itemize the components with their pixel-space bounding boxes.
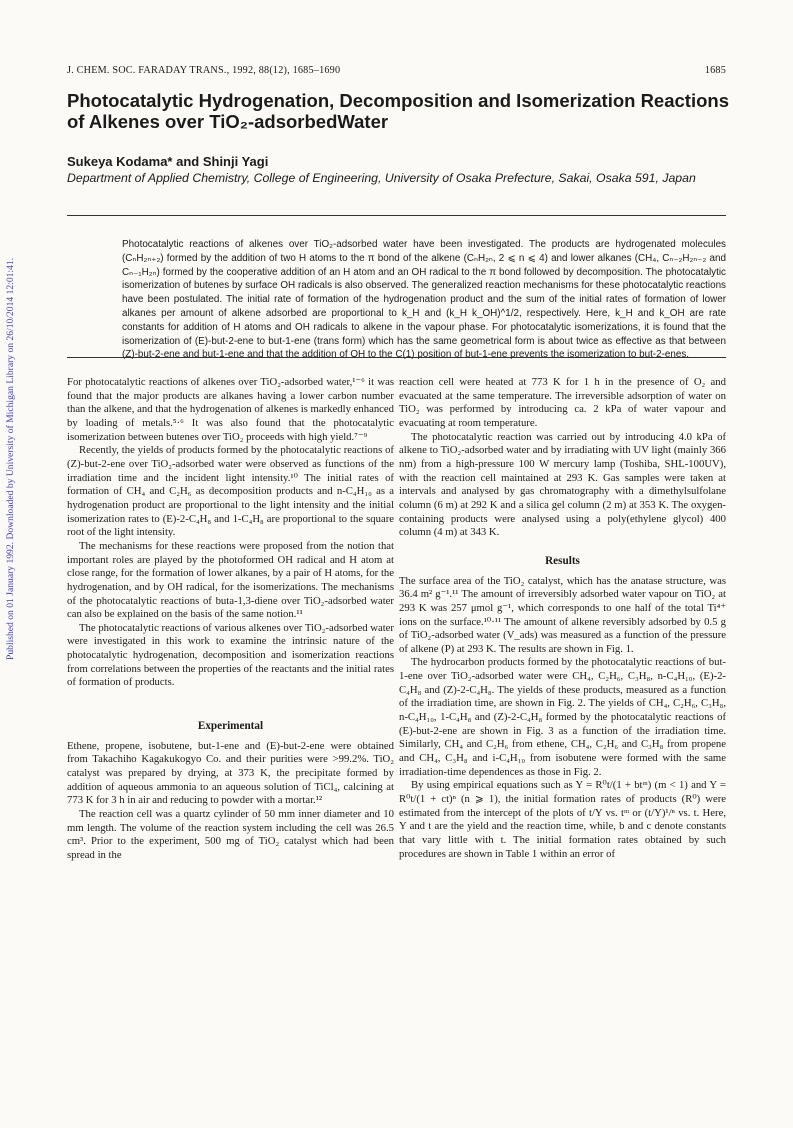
paragraph: Recently, the yields of products formed by the photocatalytic reactions of (Z)-but-2-ene over TiO₂-adsorbed water were observed as functions of the irradiation time and the incident light intensity.¹⁰ The initial rates of formation of CH₄ and C₂H₆ as decomposition products and n-C₄H₁₀ as a hydrogenation product are proportional to the light intensity and the initial isomerization rates to (E)-2-C₄H₈ and 1-C₄H₈ are proportional to the square root of the light intensity.: [67, 444, 394, 539]
paragraph: The photocatalytic reaction was carried out by introducing 4.0 kPa of alkene to TiO₂-adsorbed water and by irradiating with UV light (mainly 366 nm) from a high-pressure 100 W mercury lamp (Toshiba, SHL-100UV), with the reaction cell maintained at 293 K. Gas samples were taken at intervals and analysed by gas chromatography with a dimethylsulfolane column (6 m) at 292 K and a silica gel column (2 m) at 353 K. The oxygen-containing products were analysed using a poly(ethylene glycol) 400 column (4 m) at 343 K.: [399, 430, 726, 539]
download-notice: Published on 01 January 1992. Downloaded by University of Michigan Library on 26/10/2014 12:01:41.: [5, 257, 16, 660]
abstract: [122, 238, 726, 362]
paragraph: The reaction cell was a quartz cylinder of 50 mm inner diameter and 10 mm length. The volume of the reaction system including the cell was 26.5 cm³. Prior to the experiment, 500 mg of TiO₂ catalyst which had been spread in the: [67, 808, 394, 861]
paragraph: reaction cell were heated at 773 K for 1 h in the presence of O₂ and evacuated at the same temperature. The irreversible adsorption of water on TiO₂ was performed by introducing ca. 2 kPa of water vapour and evacuating at room temperature.: [399, 376, 726, 429]
section-heading-results: Results: [545, 554, 580, 567]
abstract-text: Photocatalytic reactions of alkenes over TiO₂-adsorbed water have been investigated. The products are hydrogenated molecules (CₙH₂ₙ₊₂) formed by the addition of two H atoms to the π bond of the alkene (CₙH₂ₙ, 2 ⩽ n ⩽ 4) and lower alkanes (CH₄, Cₙ₋₂H₂ₙ₋₂ and Cₙ₋₁H₂ₙ) formed by the cooperative addition of an H atom and an OH radical to the π bond followed by decomposition. The photocatalytic isomerization of butenes by surface OH radicals is also observed. The generalized reaction mechanisms for these photocatalytic reactions have been postulated. The initial rate of formation of the hydrogenation product and the sum of the initial rates of formation of lower alkanes per amount of alkene adsorbed are proportional to k_H and (k_H k_OH)^1/2, respectively. Here, k_H and k_OH are rate constants for addition of H atoms and OH radicals to alkene in the vapour phase. For photocatalytic isomerizations, it is found that the isomerization of (E)-but-2-ene to but-1-ene (trans form) which has the same geometrical form is about twice as effective as that between (Z)-but-2-ene and but-1-ene and that the addition of OH to the C(1) position of but-1-ene prevents the isomerization to but-2-enes.: [122, 239, 726, 361]
divider-top: [67, 215, 726, 216]
paragraph: The mechanisms for these reactions were proposed from the notion that important roles are played by the photoformed OH radical and H atom at close range, for the formation of lower alkanes, by a pair of H atoms, for the hydrogenation, and by OH radical, for the isomerizations. The mechanisms of the photocatalytic reactions of buta-1,3-diene over TiO₂-adsorbed water can also be explained on the basis of the same notion.¹¹: [67, 539, 394, 621]
left-column: [67, 376, 394, 863]
divider-bottom: [67, 357, 726, 358]
section-heading-experimental: Experimental: [197, 720, 264, 733]
page-number: 1685: [704, 65, 726, 76]
right-column: [399, 376, 726, 861]
paragraph: The surface area of the TiO₂ catalyst, which has the anatase structure, was 36.4 m² g⁻¹.¹¹ The amount of irreversibly adsorbed water vapour on TiO₂ at 293 K was 257 μmol g⁻¹, which corresponds to one half of the total Ti⁴⁺ ions on the surface.¹⁰·¹¹ The amount of alkene reversibly adsorbed by 0.5 g of TiO₂-adsorbed water (V_ads) was measured as a function of the pressure of alkene (P) at 293 K. The results are shown in Fig. 1.: [399, 574, 726, 655]
affiliation: Department of Applied Chemistry, College of Engineering, University of Osaka Prefecture, Sakai, Osaka 591, Japan: [67, 171, 696, 185]
paragraph: For photocatalytic reactions of alkenes over TiO₂-adsorbed water,¹⁻⁶ it was found that the major products are alkanes having a lower carbon number than the alkene, and that the hydrogenation of alkenes is markedly enhanced by loading of metals.⁵·⁶ It was also found that the photocatalytic isomerization between butenes over TiO₂ proceeds with high yield.⁷⁻⁹: [67, 376, 394, 443]
paragraph: The hydrocarbon products formed by the photocatalytic reactions of but-1-ene over TiO₂-adsorbed water were CH₄, C₂H₆, C₃H₈, n-C₄H₁₀, (E)-2-C₄H₈ and (Z)-2-C₄H₈. The yields of these products, measured as a function of the irradiation time, are shown in Fig. 2. The yields of CH₄, C₂H₆, C₃H₈, n-C₄H₁₀, 1-C₄H₈ and (Z)-2-C₄H₈ formed by the photocatalytic reactions of (E)-but-2-ene are shown in Fig. 3 as a function of the irradiation time. Similarly, CH₄ and C₂H₆ from ethene, CH₄, C₂H₆ and C₃H₈ from propene and CH₄, C₃H₈ and i-C₄H₁₀ from isobutene were formed with the same irradiation-time dependences as those in Fig. 2.: [399, 656, 726, 778]
authors: Sukeya Kodama* and Shinji Yagi: [67, 154, 269, 169]
journal-citation: J. CHEM. SOC. FARADAY TRANS., 1992, 88(12), 1685–1690: [67, 65, 341, 76]
paragraph: Ethene, propene, isobutene, but-1-ene and (E)-but-2-ene were obtained from Takachiho Kagakukogyo Co. and their purities were >99.2%. TiO₂ catalyst was prepared by drying, at 373 K, the precipitate formed by addition of aqueous ammonia to an aqueous solution of TiCl₄, calcining at 773 K for 3 h in air and reducing to powder with a mortar.¹²: [67, 739, 394, 807]
running-header: [67, 65, 726, 76]
paragraph: The photocatalytic reactions of various alkenes over TiO₂-adsorbed water were investigated in this work to examine the intrinsic nature of the photocatalytic hydrogenation, decomposition and isomerization reactions from correlations between the properties of the reactants and the initial rates of formation of products.: [67, 621, 394, 689]
article-title: Photocatalytic Hydrogenation, Decomposition and Isomerization Reactions of Alkenes over TiO₂-adsorbedWater: [67, 90, 729, 132]
paragraph: By using empirical equations such as Y = R⁰t/(1 + btᵐ) (m < 1) and Y = R⁰t/(1 + ct)ⁿ (n ⩾ 1), the initial formation rates of products (R⁰) were estimated from the intercept of the plots of t/Y vs. tᵐ or (t/Y)¹/ⁿ vs. t. Here, Y and t are the yield and the reaction time, while, b and c denote constants that vary little with t. The initial formation rates obtained by such procedures are shown in Table 1 within an error of: [399, 779, 726, 860]
